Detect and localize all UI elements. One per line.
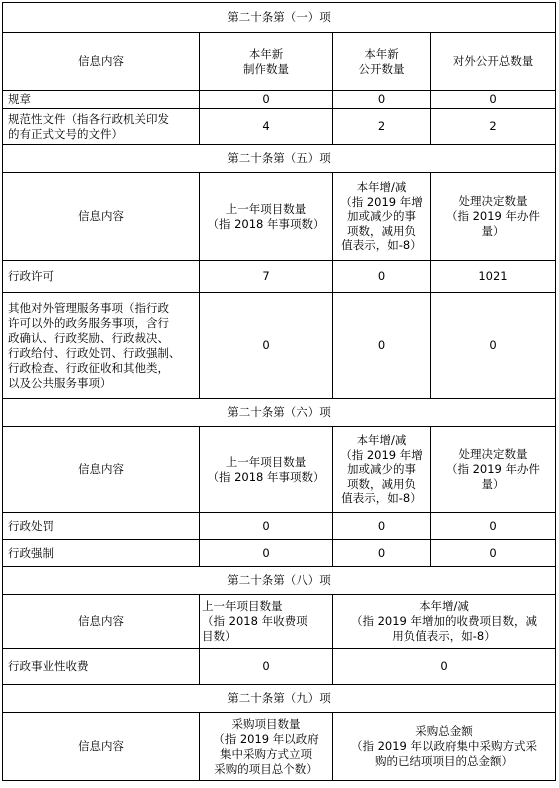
column-header-decisions: 处理决定数量 （指 2019 年办件 量） (431, 173, 556, 261)
row-label: 行政处罚 (3, 513, 200, 540)
row-label: 行政事业性收费 (3, 649, 200, 685)
column-header-info: 信息内容 (3, 595, 200, 649)
row-label: 规章 (3, 91, 200, 109)
table-row (3, 513, 556, 540)
section-header-5 (3, 685, 556, 713)
cell-value: 0 (200, 293, 333, 399)
section-header-3 (3, 399, 556, 427)
column-header-procurement-amount: 采购总金额 （指 2019 年以政府集中采购方式采 购的已结项项目的总金额） (333, 713, 556, 781)
column-header-info: 信息内容 (3, 33, 200, 91)
column-header-procurement-count: 采购项目数量 （指 2019 年以政府 集中采购方式立项 采购的项目总个数） (200, 713, 333, 781)
cell-value: 0 (431, 91, 556, 109)
cell-value: 1021 (431, 261, 556, 293)
table-row (3, 261, 556, 293)
column-header-info: 信息内容 (3, 713, 200, 781)
row-label: 行政强制 (3, 540, 200, 567)
cell-value: 0 (431, 293, 556, 399)
cell-value: 0 (333, 540, 431, 567)
cell-value: 0 (333, 91, 431, 109)
header-row (3, 427, 556, 513)
header-row (3, 33, 556, 91)
row-label: 规范性文件（指各行政机关印发 的有正式文号的文件） (3, 109, 200, 145)
section-header-2 (3, 145, 556, 173)
cell-value: 0 (333, 261, 431, 293)
cell-value: 0 (431, 513, 556, 540)
column-header-change: 本年增/减 （指 2019 年增 加或减少的事 项数，减用负 值表示，如-8） (333, 173, 431, 261)
cell-value: 0 (333, 293, 431, 399)
cell-value: 0 (333, 649, 556, 685)
table-row (3, 540, 556, 567)
header-row (3, 595, 556, 649)
cell-value: 0 (431, 540, 556, 567)
section-header-4 (3, 567, 556, 595)
section-title: 第二十条第（九）项 (3, 685, 556, 713)
column-header-info: 信息内容 (3, 173, 200, 261)
disclosure-table (2, 2, 556, 781)
column-header-previous-year: 上一年项目数量 （指 2018 年事项数） (200, 173, 333, 261)
column-header-new-made: 本年新 制作数量 (200, 33, 333, 91)
section-title: 第二十条第（五）项 (3, 145, 556, 173)
column-header-info: 信息内容 (3, 427, 200, 513)
cell-value: 2 (333, 109, 431, 145)
cell-value: 0 (200, 649, 333, 685)
table-row (3, 293, 556, 399)
section-header-1 (3, 3, 556, 33)
column-header-previous-year: 上一年项目数量 （指 2018 年收费项 目数） (200, 595, 333, 649)
column-header-change: 本年增/减 （指 2019 年增加的收费项目数，减 用负值表示，如-8） (333, 595, 556, 649)
cell-value: 0 (200, 91, 333, 109)
row-label: 行政许可 (3, 261, 200, 293)
section-title: 第二十条第（八）项 (3, 567, 556, 595)
header-row (3, 173, 556, 261)
column-header-total-published: 对外公开总数量 (431, 33, 556, 91)
header-row (3, 713, 556, 781)
column-header-decisions: 处理决定数量 （指 2019 年办件 量） (431, 427, 556, 513)
cell-value: 4 (200, 109, 333, 145)
column-header-change: 本年增/减 （指 2019 年增 加或减少的事 项数，减用负 值表示，如-8） (333, 427, 431, 513)
row-label: 其他对外管理服务事项（指行政 许可以外的政务服务事项，含行 政确认、行政奖励、行政裁决、 行政给付、行政处罚、行政强制、 行政检查、行政征收和其他类， 以及公共服务事项） (3, 293, 200, 399)
cell-value: 0 (200, 513, 333, 540)
section-title: 第二十条第（六）项 (3, 399, 556, 427)
cell-value: 2 (431, 109, 556, 145)
cell-value: 0 (200, 540, 333, 567)
cell-value: 7 (200, 261, 333, 293)
table-row (3, 649, 556, 685)
column-header-previous-year: 上一年项目数量 （指 2018 年事项数） (200, 427, 333, 513)
table-row (3, 91, 556, 109)
section-title: 第二十条第（一）项 (3, 3, 556, 33)
table-row (3, 109, 556, 145)
cell-value: 0 (333, 513, 431, 540)
column-header-new-published: 本年新 公开数量 (333, 33, 431, 91)
